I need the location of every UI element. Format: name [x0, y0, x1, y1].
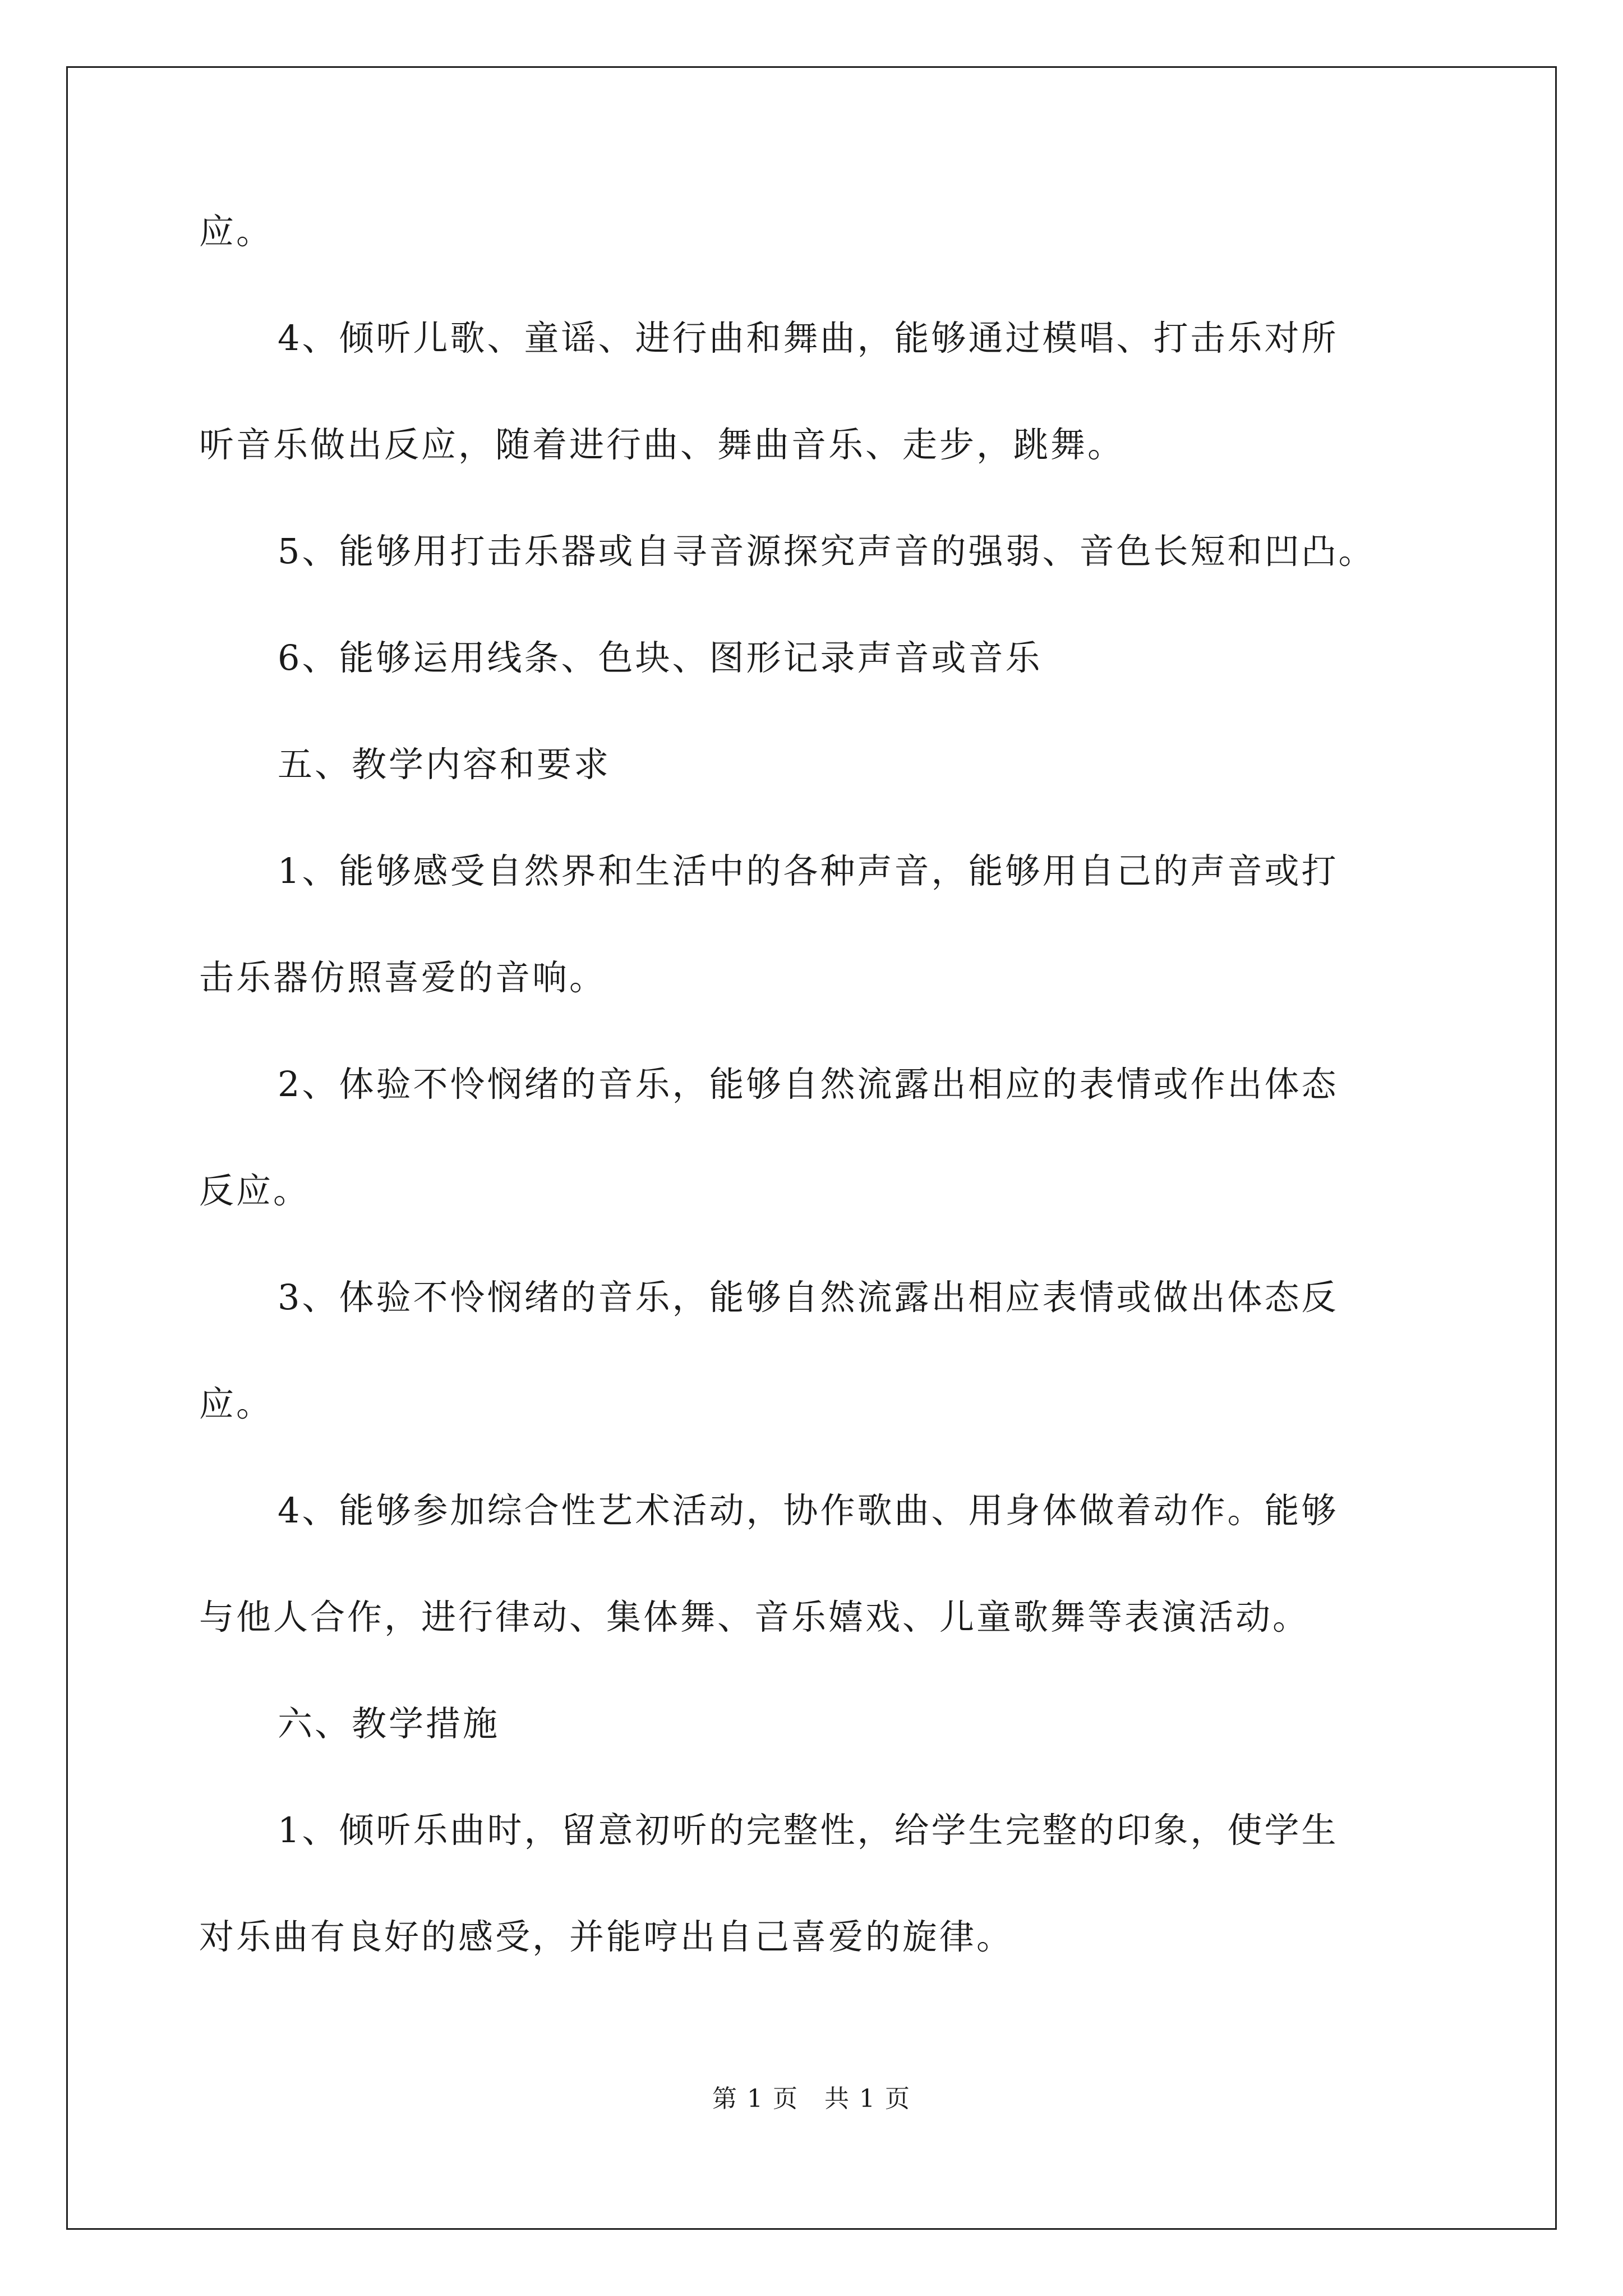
paragraph-line: 与他人合作，进行律动、集体舞、音乐嬉戏、儿童歌舞等表演活动。 — [199, 1596, 1310, 1637]
section-heading: 六、教学措施 — [278, 1703, 500, 1744]
paragraph-line: 5、能够用打击乐器或自寻音源探究声音的强弱、音色长短和凹凸。 — [278, 531, 1376, 572]
paragraph-line: 6、能够运用线条、色块、图形记录声音或音乐 — [278, 637, 1043, 678]
paragraph-line: 1、能够感受自然界和生活中的各种声音，能够用自己的声音或打 — [278, 850, 1339, 891]
paragraph-line: 2、体验不怜悯绪的音乐，能够自然流露出相应的表情或作出体态 — [278, 1064, 1339, 1105]
paragraph-line: 击乐器仿照喜爱的音响。 — [199, 957, 607, 998]
paragraph-line: 1、倾听乐曲时，留意初听的完整性，给学生完整的印象，使学生 — [278, 1810, 1339, 1851]
paragraph-line: 4、倾听儿歌、童谣、进行曲和舞曲，能够通过模唱、打击乐对所 — [278, 318, 1339, 358]
page-number-footer: 第 1 页 共 1 页 — [712, 2085, 911, 2113]
paragraph-line: 应。 — [199, 211, 274, 252]
paragraph-line: 对乐曲有良好的感受，并能哼出自己喜爱的旋律。 — [199, 1916, 1014, 1957]
section-heading: 五、教学内容和要求 — [278, 744, 611, 785]
document-body — [199, 211, 1427, 2026]
paragraph-line: 3、体验不怜悯绪的音乐，能够自然流露出相应表情或做出体态反 — [278, 1277, 1339, 1318]
paragraph-line: 反应。 — [199, 1170, 311, 1211]
paragraph-line: 4、能够参加综合性艺术活动，协作歌曲、用身体做着动作。能够 — [278, 1490, 1339, 1531]
paragraph-line: 应。 — [199, 1383, 274, 1424]
paragraph-line: 听音乐做出反应，随着进行曲、舞曲音乐、走步，跳舞。 — [199, 424, 1125, 465]
